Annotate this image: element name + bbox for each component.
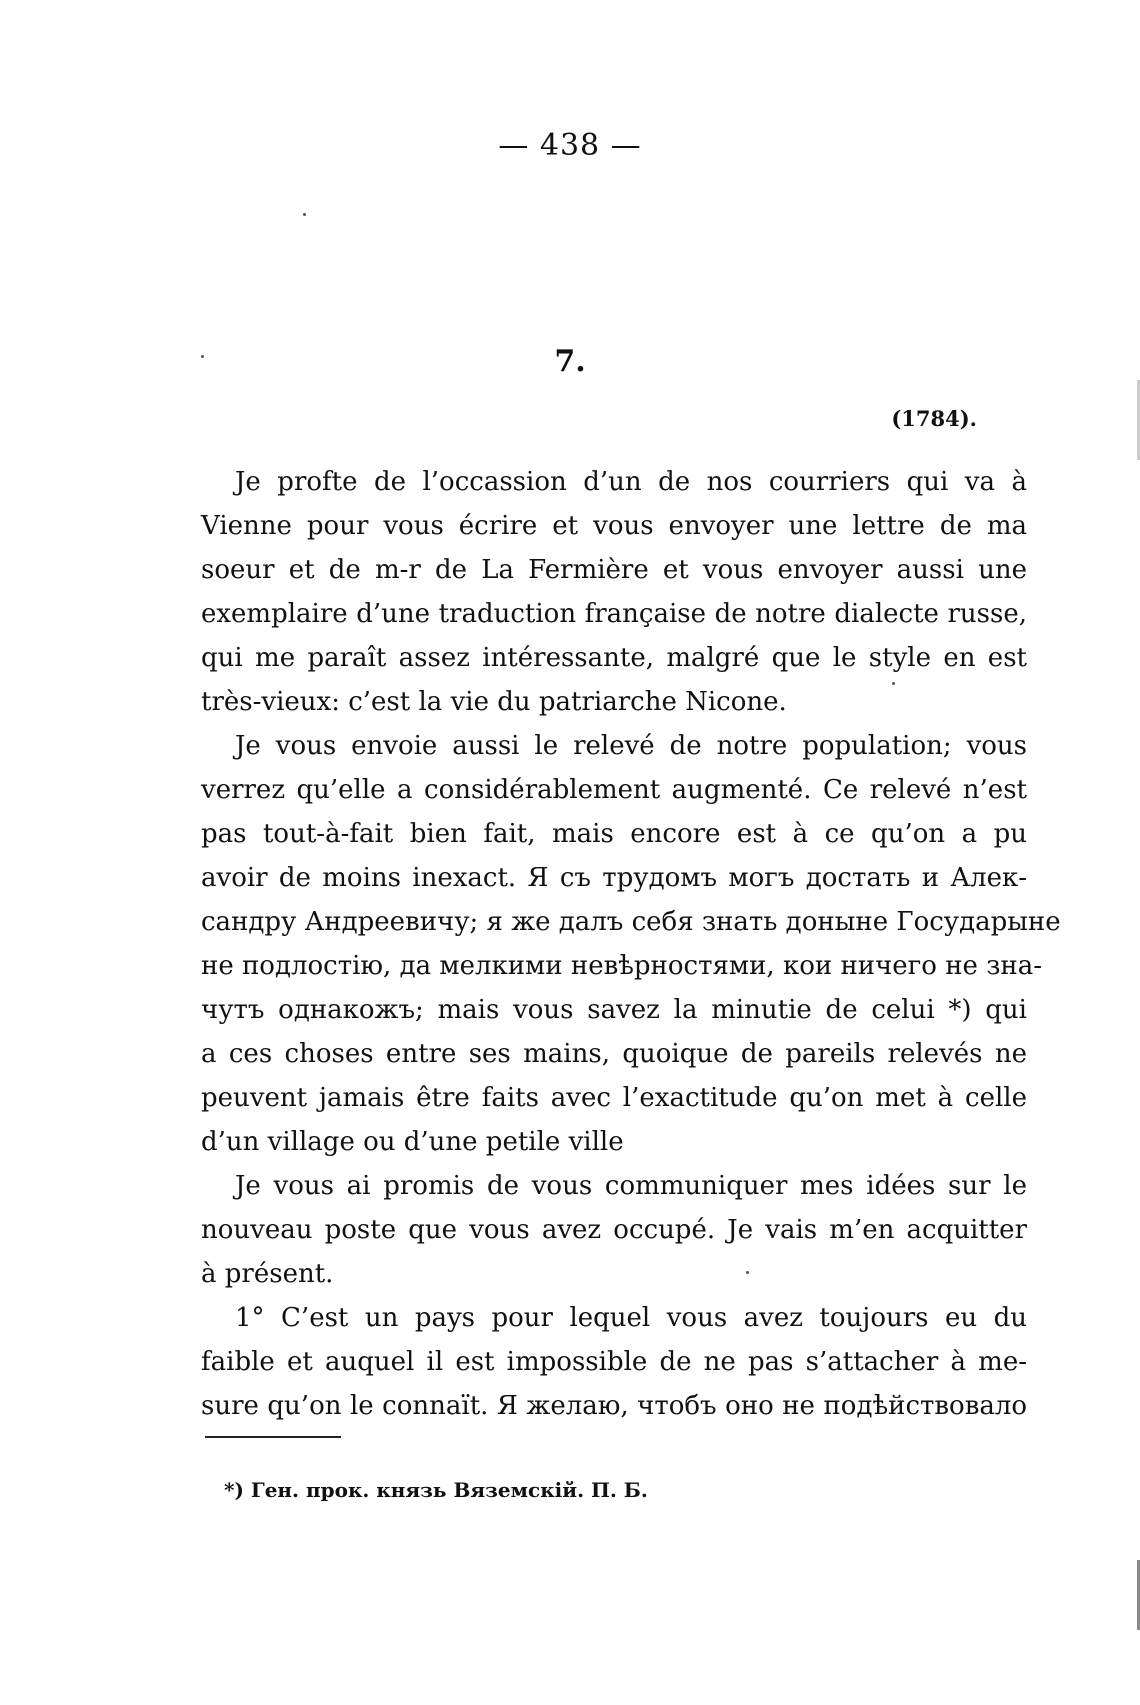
text-line: faible et auquel il est impossible de ne pas s’attacher à me- — [201, 1347, 1027, 1377]
text-line: Je profte de l’occassion d’un de nos courriers qui va à — [235, 467, 1027, 497]
scan-speck — [746, 1271, 749, 1274]
text-line: чутъ однакожъ; mais vous savez la minutie de celui *) qui — [201, 995, 1027, 1025]
scan-speck — [892, 682, 895, 685]
text-line: Je vous ai promis de vous communiquer mes idées sur le — [235, 1171, 1027, 1201]
text-line: très-vieux: c’est la vie du patriarche Nicone. — [201, 687, 787, 717]
page-number: — 438 — — [498, 128, 642, 163]
text-line: verrez qu’elle a considérablement augmenté. Ce relevé n’est — [201, 775, 1027, 805]
text-line: не подлостію, да мелкими невѣрностями, кои ничего не зна- — [201, 951, 1043, 981]
footnote: *) Ген. прок. князь Вяземскій. П. Б. — [224, 1478, 648, 1502]
text-line: qui me paraît assez intéressante, malgré que le style en est — [201, 643, 1027, 673]
footnote-divider — [205, 1436, 341, 1438]
text-line: Je vous envoie aussi le relevé de notre population; vous — [235, 731, 1027, 761]
text-line: à présent. — [201, 1259, 334, 1289]
text-line: nouveau poste que vous avez occupé. Je vais m’en acquitter — [201, 1215, 1027, 1245]
letter-number: 7. — [554, 344, 586, 379]
text-line: exemplaire d’une traduction française de notre dialecte russe, — [201, 599, 1027, 629]
scan-speck — [201, 355, 204, 358]
text-line: pas tout-à-fait bien fait, mais encore est à ce qu’on a pu — [201, 819, 1027, 849]
text-line: a ces choses entre ses mains, quoique de pareils relevés ne — [201, 1039, 1027, 1069]
letter-year: (1784). — [891, 406, 977, 431]
text-line: soeur et de m-r de La Fermière et vous envoyer aussi une — [201, 555, 1027, 585]
text-line: peuvent jamais être faits avec l’exactitude qu’on met à celle — [201, 1083, 1027, 1113]
text-line: sure qu’on le connaït. Я желаю, чтобъ оно не подѣйствовало — [201, 1391, 1027, 1421]
letter-body — [201, 460, 1061, 1428]
scan-speck — [303, 213, 306, 216]
text-line: avoir de moins inexact. Я съ трудомъ могъ достать и Алек- — [201, 863, 1027, 893]
text-line: Vienne pour vous écrire et vous envoyer une lettre de ma — [201, 511, 1027, 541]
text-line: сандру Андреевичу; я же далъ себя знать доныне Государыне — [201, 907, 1061, 937]
text-line: 1° C’est un pays pour lequel vous avez toujours eu du — [235, 1303, 1027, 1333]
text-line: d’un village ou d’une petile ville — [201, 1127, 624, 1157]
